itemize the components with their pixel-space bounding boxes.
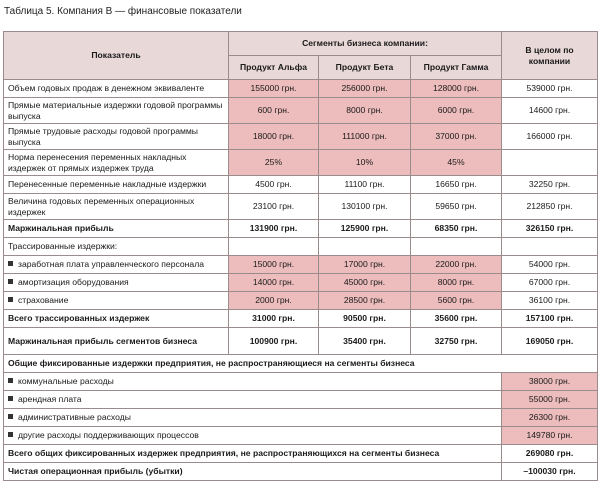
cell-beta: 111000 грн.	[319, 124, 411, 150]
cell-alpha: 31000 грн.	[229, 310, 319, 328]
table-row	[4, 194, 598, 220]
cell-beta: 35400 грн.	[319, 328, 411, 355]
table-row	[4, 409, 598, 427]
fixed-costs-header-row	[4, 355, 598, 373]
row-label: Прямые трудовые расходы годовой программы выпуска	[4, 124, 229, 150]
cell-total: 157100 грн.	[502, 310, 598, 328]
cell-total: 166000 грн.	[502, 124, 598, 150]
cell-total: 269080 грн.	[502, 445, 598, 463]
cell-beta: 256000 грн.	[319, 80, 411, 98]
cell-gamma	[411, 238, 502, 256]
cell-alpha: 4500 грн.	[229, 176, 319, 194]
cell-beta: 28500 грн.	[319, 292, 411, 310]
cell-total	[502, 150, 598, 176]
cell-alpha	[229, 238, 319, 256]
row-label-text: заработная плата управленческого персонала	[18, 259, 204, 269]
cell-gamma: 22000 грн.	[411, 256, 502, 274]
bullet-icon	[8, 261, 13, 266]
row-label: Прямые материальные издержки годовой программы выпуска	[4, 98, 229, 124]
table-row	[4, 427, 598, 445]
row-label	[4, 409, 502, 427]
row-label: Трассированные издержки:	[4, 238, 229, 256]
financial-table	[3, 31, 598, 481]
cell-total: 67000 грн.	[502, 274, 598, 292]
row-label-text: административные расходы	[18, 412, 131, 422]
row-label: Всего общих фиксированных издержек предприятия, не распространяющихся на сегменты бизнеса	[4, 445, 502, 463]
row-label	[4, 292, 229, 310]
cell-alpha: 15000 грн.	[229, 256, 319, 274]
table-row	[4, 292, 598, 310]
cell-total: –100030 грн.	[502, 463, 598, 481]
table-row	[4, 80, 598, 98]
cell-total: 14600 грн.	[502, 98, 598, 124]
table-row	[4, 310, 598, 328]
table-row	[4, 98, 598, 124]
cell-gamma: 35600 грн.	[411, 310, 502, 328]
table-row	[4, 176, 598, 194]
cell-gamma: 37000 грн.	[411, 124, 502, 150]
cell-alpha: 155000 грн.	[229, 80, 319, 98]
header-product-gamma: Продукт Гамма	[411, 56, 502, 80]
cell-total: 149780 грн.	[502, 427, 598, 445]
cell-total: 32250 грн.	[502, 176, 598, 194]
table-row	[4, 256, 598, 274]
header-product-beta: Продукт Бета	[319, 56, 411, 80]
cell-alpha: 14000 грн.	[229, 274, 319, 292]
row-label: Перенесенные переменные накладные издержки	[4, 176, 229, 194]
cell-alpha: 600 грн.	[229, 98, 319, 124]
cell-total: 36100 грн.	[502, 292, 598, 310]
cell-gamma: 128000 грн.	[411, 80, 502, 98]
row-label	[4, 256, 229, 274]
cell-beta: 8000 грн.	[319, 98, 411, 124]
cell-beta	[319, 238, 411, 256]
row-label: Объем годовых продаж в денежном эквиваленте	[4, 80, 229, 98]
cell-gamma: 16650 грн.	[411, 176, 502, 194]
row-label-text: страхование	[18, 295, 69, 305]
cell-beta: 45000 грн.	[319, 274, 411, 292]
table-row	[4, 463, 598, 481]
cell-beta: 11100 грн.	[319, 176, 411, 194]
bullet-icon	[8, 279, 13, 284]
bullet-icon	[8, 297, 13, 302]
row-label	[4, 274, 229, 292]
fixed-costs-header: Общие фиксированные издержки предприятия, не распространяющиеся на сегменты бизнеса	[4, 355, 598, 373]
row-label	[4, 427, 502, 445]
row-label	[4, 391, 502, 409]
cell-total: 326150 грн.	[502, 220, 598, 238]
cell-beta: 90500 грн.	[319, 310, 411, 328]
cell-total: 169050 грн.	[502, 328, 598, 355]
header-indicator: Показатель	[4, 32, 229, 80]
cell-gamma: 32750 грн.	[411, 328, 502, 355]
cell-gamma: 6000 грн.	[411, 98, 502, 124]
header-segments: Сегменты бизнеса компании:	[229, 32, 502, 56]
table-caption: Таблица 5. Компания В — финансовые показатели	[4, 6, 242, 17]
cell-alpha: 18000 грн.	[229, 124, 319, 150]
cell-gamma: 8000 грн.	[411, 274, 502, 292]
bullet-icon	[8, 432, 13, 437]
row-label: Всего трассированных издержек	[4, 310, 229, 328]
bullet-icon	[8, 378, 13, 383]
cell-gamma: 68350 грн.	[411, 220, 502, 238]
cell-total: 55000 грн.	[502, 391, 598, 409]
cell-alpha: 131900 грн.	[229, 220, 319, 238]
row-label-text: другие расходы поддерживающих процессов	[18, 430, 199, 440]
table-row	[4, 373, 598, 391]
cell-beta: 17000 грн.	[319, 256, 411, 274]
cell-alpha: 25%	[229, 150, 319, 176]
row-label-text: арендная плата	[18, 394, 82, 404]
row-label: Маржинальная прибыль	[4, 220, 229, 238]
bullet-icon	[8, 396, 13, 401]
table-row	[4, 220, 598, 238]
bullet-icon	[8, 414, 13, 419]
cell-beta: 125900 грн.	[319, 220, 411, 238]
cell-alpha: 100900 грн.	[229, 328, 319, 355]
cell-gamma: 59650 грн.	[411, 194, 502, 220]
cell-total: 54000 грн.	[502, 256, 598, 274]
cell-total	[502, 238, 598, 256]
cell-total: 26300 грн.	[502, 409, 598, 427]
cell-beta: 130100 грн.	[319, 194, 411, 220]
row-label-text: коммунальные расходы	[18, 376, 114, 386]
row-label: Норма перенесения переменных накладных издержек от прямых издержек труда	[4, 150, 229, 176]
cell-total: 539000 грн.	[502, 80, 598, 98]
header-total: В целом по компании	[502, 32, 598, 80]
row-label: Чистая операционная прибыль (убытки)	[4, 463, 502, 481]
table-row	[4, 274, 598, 292]
header-product-alpha: Продукт Альфа	[229, 56, 319, 80]
table-row	[4, 150, 598, 176]
row-label: Величина годовых переменных операционных издержек	[4, 194, 229, 220]
cell-alpha: 2000 грн.	[229, 292, 319, 310]
table-row	[4, 328, 598, 355]
cell-total: 212850 грн.	[502, 194, 598, 220]
table-row	[4, 238, 598, 256]
table-row	[4, 445, 598, 463]
cell-alpha: 23100 грн.	[229, 194, 319, 220]
cell-total: 38000 грн.	[502, 373, 598, 391]
cell-gamma: 45%	[411, 150, 502, 176]
table-row	[4, 391, 598, 409]
cell-gamma: 5600 грн.	[411, 292, 502, 310]
table-row	[4, 124, 598, 150]
row-label: Маржинальная прибыль сегментов бизнеса	[4, 328, 229, 355]
row-label-text: амортизация оборудования	[18, 277, 129, 287]
cell-beta: 10%	[319, 150, 411, 176]
row-label	[4, 373, 502, 391]
